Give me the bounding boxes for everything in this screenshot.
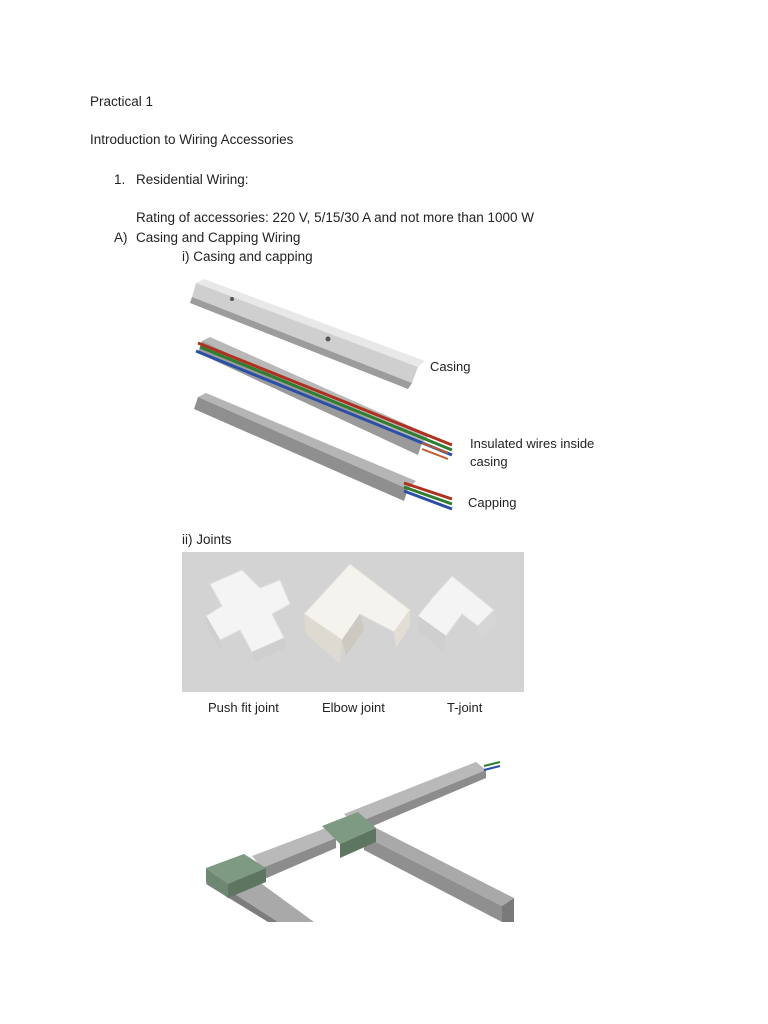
subtitle: Introduction to Wiring Accessories — [90, 132, 294, 147]
label-wires-line1: Insulated wires inside — [470, 436, 595, 451]
label-elbow-joint: Elbow joint — [322, 700, 385, 715]
joints-figure — [182, 552, 524, 722]
label-push-fit-joint: Push fit joint — [208, 700, 279, 715]
label-wires-line2: casing — [470, 454, 508, 469]
page-title: Practical 1 — [90, 94, 154, 109]
label-casing: Casing — [430, 359, 471, 374]
subsection-joints: ii) Joints — [182, 532, 232, 547]
rating-text: Rating of accessories: 220 V, 5/15/30 A and not more than 1000 W — [136, 210, 535, 225]
section-letter-a: A) — [114, 230, 128, 245]
label-t-joint: T-joint — [447, 700, 483, 715]
casing-channel-image — [190, 279, 425, 389]
section-heading-residential: Residential Wiring: — [136, 172, 249, 187]
section-heading-casing-capping-wiring: Casing and Capping Wiring — [136, 230, 301, 245]
subsection-casing-capping: i) Casing and capping — [182, 249, 313, 264]
list-number-1: 1. — [114, 172, 126, 187]
label-capping: Capping — [468, 495, 517, 510]
casing-network-figure — [196, 756, 516, 926]
casing-capping-figure — [190, 277, 610, 517]
